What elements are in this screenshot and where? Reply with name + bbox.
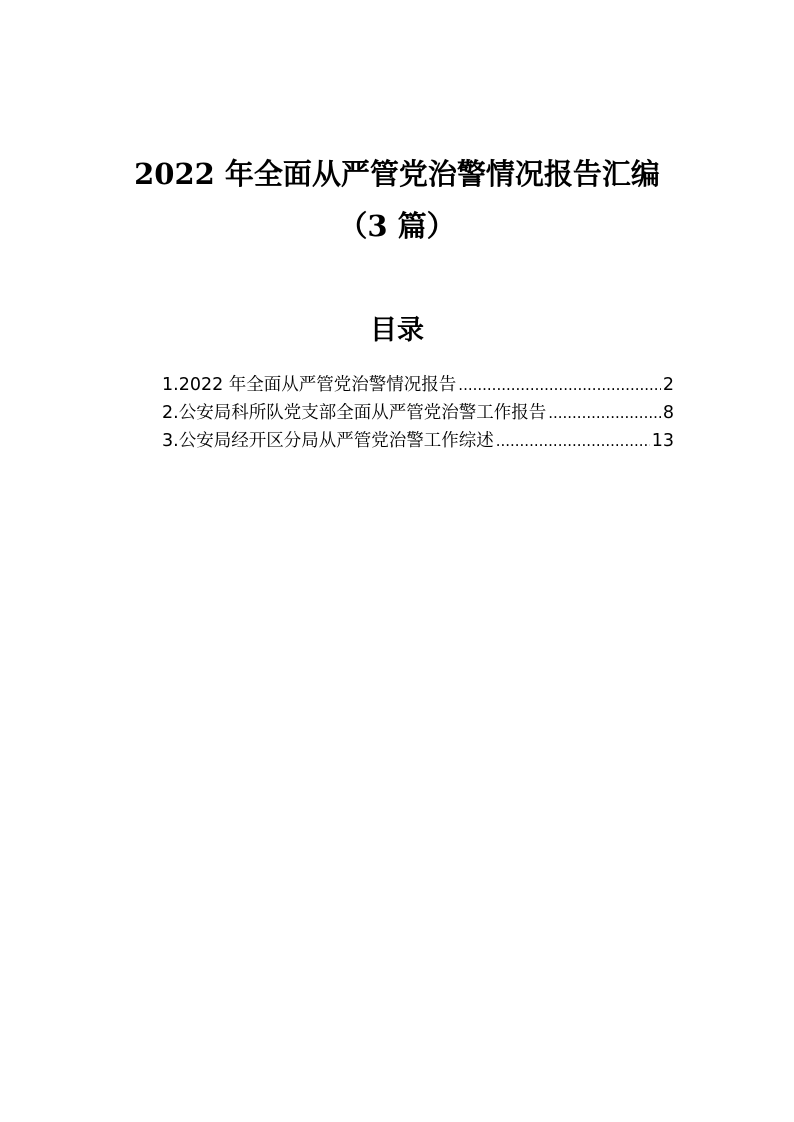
toc-entry-label: 1.2022 年全面从严管党治警情况报告 xyxy=(162,375,457,395)
toc-heading: 目录 xyxy=(370,315,424,346)
toc-dot-leader xyxy=(548,399,661,427)
toc-dot-leader xyxy=(496,427,650,455)
toc-entry-page: 8 xyxy=(662,403,674,423)
toc-entry-page: 2 xyxy=(662,375,674,395)
toc-dot-leader xyxy=(458,371,661,399)
table-of-contents xyxy=(162,371,674,455)
toc-entry-page: 13 xyxy=(651,431,674,451)
toc-entry-label: 2.公安局科所队党支部全面从严管党治警工作报告 xyxy=(162,403,547,423)
toc-entry[interactable] xyxy=(162,399,674,427)
toc-entry[interactable] xyxy=(162,427,674,455)
toc-entry-label: 3.公安局经开区分局从严管党治警工作综述 xyxy=(162,431,494,451)
toc-entry[interactable] xyxy=(162,371,674,399)
document-title: 2022 年全面从严管党治警情况报告汇编（3 篇） xyxy=(134,157,660,243)
